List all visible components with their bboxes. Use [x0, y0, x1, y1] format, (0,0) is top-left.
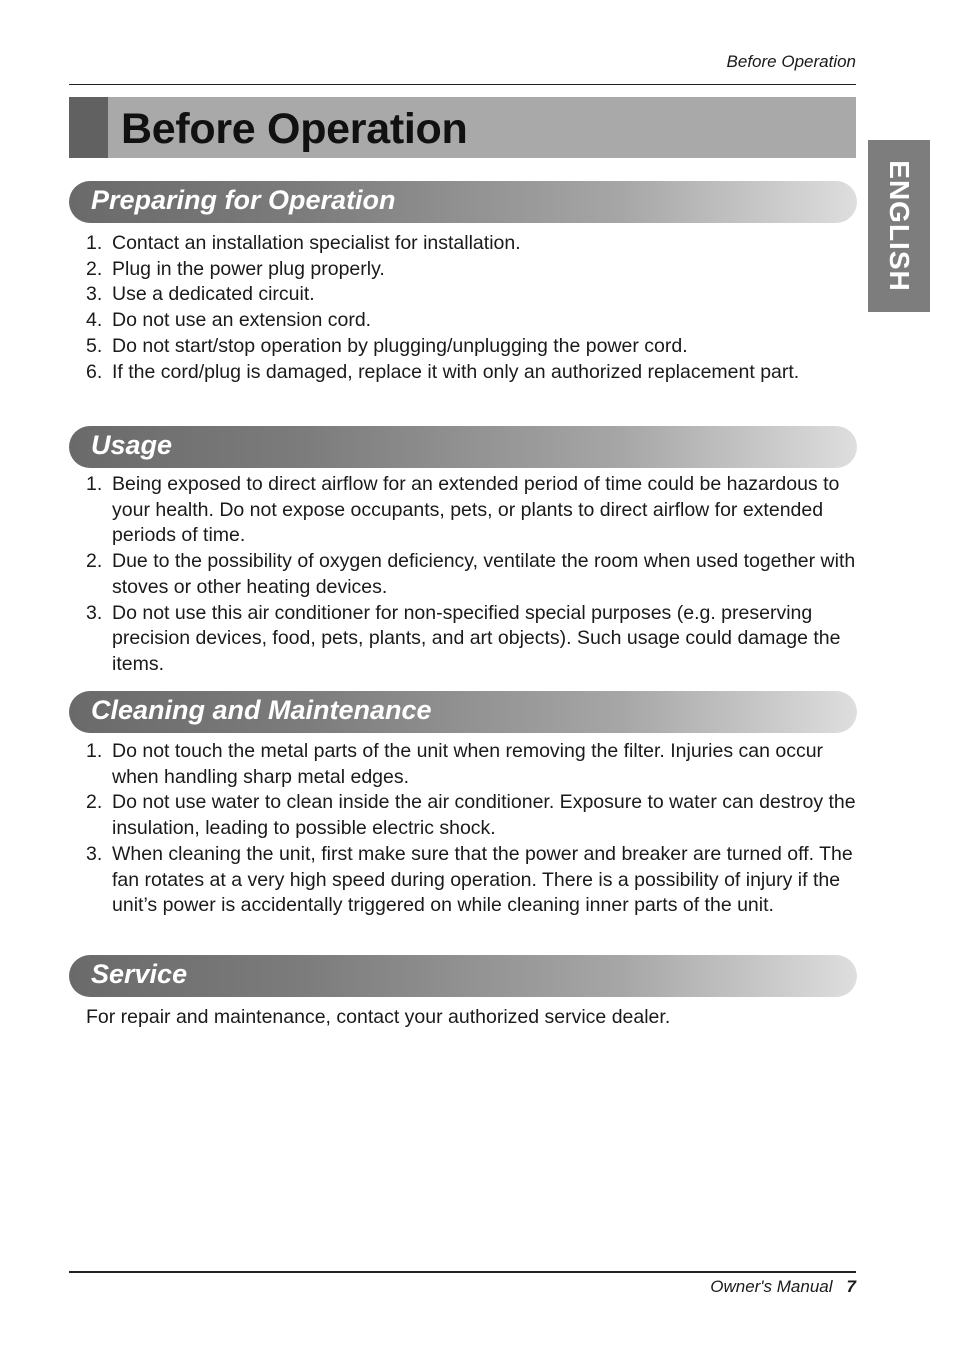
item-number: 1.: [86, 740, 103, 762]
section-header-cleaning: [69, 691, 857, 733]
item-text: Contact an installation specialist for installation.: [112, 232, 521, 254]
section-header-preparing: [69, 181, 857, 223]
list-item: [86, 549, 856, 600]
item-text: When cleaning the unit, first make sure that the power and breaker are turned off. The fan rotates at a very high speed during operation. There is a possibility of injury if the unit’s power is accidentally triggered on while cleaning inner parts of the unit.: [112, 842, 853, 917]
list-item: [86, 282, 856, 308]
language-tab: [868, 140, 930, 312]
cleaning-list: [86, 739, 856, 919]
item-number: 3.: [86, 842, 103, 865]
item-number: 3.: [86, 283, 103, 306]
list-item: [86, 472, 856, 549]
item-number: 2.: [86, 257, 103, 280]
list-item: [86, 842, 856, 919]
item-number: 1.: [86, 232, 103, 254]
list-item: [86, 790, 856, 841]
language-tab-label: ENGLISH: [884, 160, 915, 292]
list-item: [86, 257, 856, 283]
list-item: [86, 308, 856, 334]
item-number: 5.: [86, 334, 103, 357]
footer-manual-label: Owner's Manual: [710, 1277, 833, 1296]
page-number: 7: [846, 1277, 856, 1296]
service-text: For repair and maintenance, contact your authorized service dealer.: [86, 1006, 671, 1028]
title-bar: [69, 97, 856, 158]
item-text: Do not use water to clean inside the air conditioner. Exposure to water can destroy the insulation, leading to possible electric shock.: [112, 791, 856, 840]
running-header: Before Operation: [726, 52, 856, 71]
item-number: 4.: [86, 309, 103, 332]
item-text: Due to the possibility of oxygen deficiency, ventilate the room when used together with stoves or other heating devices.: [112, 550, 856, 598]
list-item: [86, 601, 856, 678]
list-item: [86, 360, 856, 386]
preparing-list: [86, 231, 856, 385]
item-number: 6.: [86, 360, 103, 383]
page-title: Before Operation: [121, 105, 468, 153]
item-number: 3.: [86, 601, 103, 624]
header-rule: [69, 84, 856, 85]
section-header-service: [69, 955, 857, 997]
item-number: 2.: [86, 550, 103, 573]
item-text: Do not start/stop operation by plugging/unplugging the power cord.: [112, 334, 688, 357]
list-item: [86, 334, 856, 360]
item-text: Do not touch the metal parts of the unit when removing the filter. Injuries can occur when handling sharp metal edges.: [112, 740, 824, 788]
item-number: 1.: [86, 473, 103, 495]
item-text: Use a dedicated circuit.: [112, 283, 315, 306]
list-item: [86, 739, 856, 790]
section-title: Cleaning and Maintenance: [91, 695, 432, 725]
list-item: [86, 231, 856, 257]
footer-rule: [69, 1271, 856, 1273]
section-title: Preparing for Operation: [91, 185, 396, 215]
section-title: Service: [91, 959, 188, 989]
title-accent-block: [69, 97, 108, 158]
section-title: Usage: [91, 430, 173, 460]
item-text: Do not use an extension cord.: [112, 309, 372, 332]
usage-list: [86, 472, 856, 678]
item-text: Being exposed to direct airflow for an extended period of time could be hazardous to your health. Do not expose occupants, pets, or plants to direct airflow for extended periods of time.: [112, 473, 840, 547]
section-header-usage: [69, 426, 857, 468]
footer: [710, 1277, 856, 1297]
item-text: Plug in the power plug properly.: [112, 257, 385, 280]
item-text: If the cord/plug is damaged, replace it with only an authorized replacement part.: [112, 360, 800, 383]
item-text: Do not use this air conditioner for non-specified special purposes (e.g. preserving precision devices, food, pets, plants, and art objects). Such usage could damage the items.: [112, 601, 841, 675]
item-number: 2.: [86, 791, 103, 814]
